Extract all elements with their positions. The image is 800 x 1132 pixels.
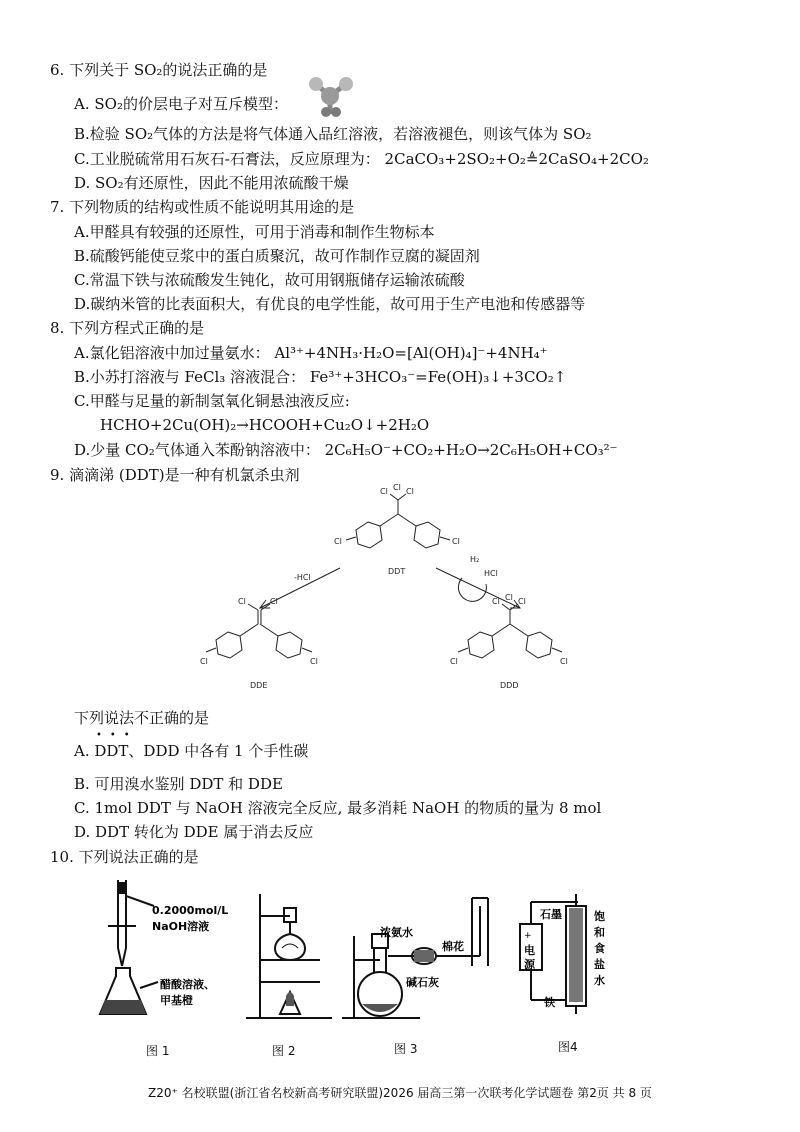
q7-option-d: D.碳纳米管的比表面积大，有优良的电学性能，故可用于生产电池和传感器等 bbox=[74, 295, 586, 313]
dde-cl-label: Cl bbox=[310, 657, 318, 666]
q6-stem: 6. 下列关于 SO₂的说法正确的是 bbox=[50, 61, 268, 79]
q8-option-c: C.甲醛与足量的新制氢氧化铜悬浊液反应: bbox=[74, 392, 350, 410]
fig4-iron-label: 铁 bbox=[544, 996, 555, 1009]
ddt-label: DDT bbox=[388, 567, 406, 576]
q8-option-c-equation: HCHO+2Cu(OH)₂→HCOOH+Cu₂O↓+2H₂O bbox=[100, 416, 430, 434]
figure-3-label: 图 3 bbox=[394, 1042, 418, 1056]
fig1-reagent-conc: 0.2000mol/L bbox=[152, 904, 229, 917]
ddt-cl-label: Cl bbox=[452, 537, 460, 546]
q9-sub-stem: 下列说法不正确的是 bbox=[74, 709, 210, 727]
fig4-brine-3: 食 bbox=[594, 942, 605, 955]
fig4-graphite-label: 石墨 bbox=[540, 908, 562, 921]
h2-label: H₂ bbox=[470, 555, 480, 564]
q9-option-d: D. DDT 转化为 DDE 属于消去反应 bbox=[74, 823, 314, 841]
q9-option-c: C. 1mol DDT 与 NaOH 溶液完全反应, 最多消耗 NaOH 的物质的量为 8 mol bbox=[74, 799, 602, 817]
fig4-brine-1: 饱 bbox=[594, 910, 605, 923]
ddt-cl-label: Cl bbox=[393, 483, 401, 492]
q6-option-d: D. SO₂有还原性，因此不能用浓硫酸干燥 bbox=[74, 174, 349, 192]
q6-option-b: B.检验 SO₂气体的方法是将气体通入品红溶液，若溶液褪色，则该气体为 SO₂ bbox=[74, 125, 592, 143]
ddd-cl-label: Cl bbox=[518, 597, 526, 606]
q7-stem: 7. 下列物质的结构或性质不能说明其用途的是 bbox=[50, 198, 355, 216]
figure-1-label: 图 1 bbox=[146, 1044, 170, 1058]
fig4-power-label-2: 源 bbox=[524, 958, 535, 971]
q7-option-a: A.甲醛具有较强的还原性，可用于消毒和制作生物标本 bbox=[74, 223, 435, 241]
fig3-ammonia-label: 浓氨水 bbox=[380, 926, 413, 939]
fig3-cotton-label: 棉花 bbox=[442, 940, 464, 953]
q6-option-a: A. SO₂的价层电子对互斥模型： bbox=[74, 95, 288, 113]
dde-cl-label: Cl bbox=[270, 597, 278, 606]
q6-option-c: C.工业脱硫常用石灰石-石膏法，反应原理为： 2CaCO₃+2SO₂+O₂≜2CaSO₄+2CO₂ bbox=[74, 150, 649, 168]
so2-vsepr-model-icon bbox=[306, 74, 356, 120]
figure-4-electrolysis bbox=[514, 890, 634, 1020]
minus-hcl-label: -HCl bbox=[294, 573, 311, 582]
ddt-cl-label: Cl bbox=[406, 487, 414, 496]
ddd-cl-label: Cl bbox=[505, 593, 513, 602]
dde-label: DDE bbox=[250, 681, 268, 690]
fig4-brine-5: 水 bbox=[594, 974, 605, 987]
dde-cl-label: Cl bbox=[200, 657, 208, 666]
dde-cl-label: Cl bbox=[238, 597, 246, 606]
emphasis-dots: ••• bbox=[96, 730, 138, 741]
q9-option-a: A. DDT、DDD 中各有 1 个手性碳 bbox=[74, 742, 309, 760]
figure-2-label: 图 2 bbox=[272, 1044, 296, 1058]
q9-stem: 9. 滴滴涕 (DDT)是一种有机氯杀虫剂 bbox=[50, 466, 300, 484]
ddd-label: DDD bbox=[500, 681, 519, 690]
fig4-plus-sign: + bbox=[524, 931, 532, 941]
figure-1-titration bbox=[96, 876, 246, 1026]
figure-4-label: 图4 bbox=[558, 1040, 578, 1054]
ddt-cl-label: Cl bbox=[380, 487, 388, 496]
ddt-cl-label: Cl bbox=[334, 537, 342, 546]
ddt-reaction-diagram bbox=[200, 482, 600, 702]
ddd-cl-label: Cl bbox=[492, 597, 500, 606]
q9-option-b: B. 可用溴水鉴别 DDT 和 DDE bbox=[74, 775, 283, 793]
q10-stem: 10. 下列说法正确的是 bbox=[50, 848, 199, 866]
ddd-cl-label: Cl bbox=[560, 657, 568, 666]
q8-stem: 8. 下列方程式正确的是 bbox=[50, 319, 205, 337]
ddd-cl-label: Cl bbox=[450, 657, 458, 666]
fig3-lime-label: 碱石灰 bbox=[406, 976, 439, 989]
q8-option-b: B.小苏打溶液与 FeCl₃ 溶液混合： Fe³⁺+3HCO₃⁻=Fe(OH)₃↓+3CO₂↑ bbox=[74, 368, 567, 386]
hcl-label: HCl bbox=[484, 569, 498, 578]
figure-3-apparatus bbox=[340, 876, 510, 1026]
q7-option-c: C.常温下铁与浓硫酸发生钝化，故可用钢瓶储存运输浓硫酸 bbox=[74, 271, 465, 289]
fig1-indicator: 甲基橙 bbox=[160, 994, 193, 1007]
fig4-power-label-1: 电 bbox=[524, 944, 535, 957]
q7-option-b: B.硫酸钙能使豆浆中的蛋白质聚沉，故可作制作豆腐的凝固剂 bbox=[74, 247, 480, 265]
figure-2-apparatus bbox=[240, 888, 340, 1028]
q8-option-d: D.少量 CO₂气体通入苯酚钠溶液中： 2C₆H₅O⁻+CO₂+H₂O→2C₆H₅OH+CO₃²⁻ bbox=[74, 441, 618, 459]
fig4-brine-4: 盐 bbox=[594, 958, 605, 971]
page-footer: Z20⁺ 名校联盟(浙江省名校新高考研究联盟)2026 届高三第一次联考化学试题卷 第2页 共 8 页 bbox=[148, 1086, 652, 1100]
fig4-brine-2: 和 bbox=[594, 926, 605, 939]
q8-option-a: A.氯化铝溶液中加过量氨水： Al³⁺+4NH₃·H₂O=[Al(OH)₄]⁻+4NH₄⁺ bbox=[74, 344, 548, 362]
fig1-reagent-name: NaOH溶液 bbox=[152, 920, 210, 933]
fig1-flask-content: 醋酸溶液、 bbox=[160, 978, 215, 991]
